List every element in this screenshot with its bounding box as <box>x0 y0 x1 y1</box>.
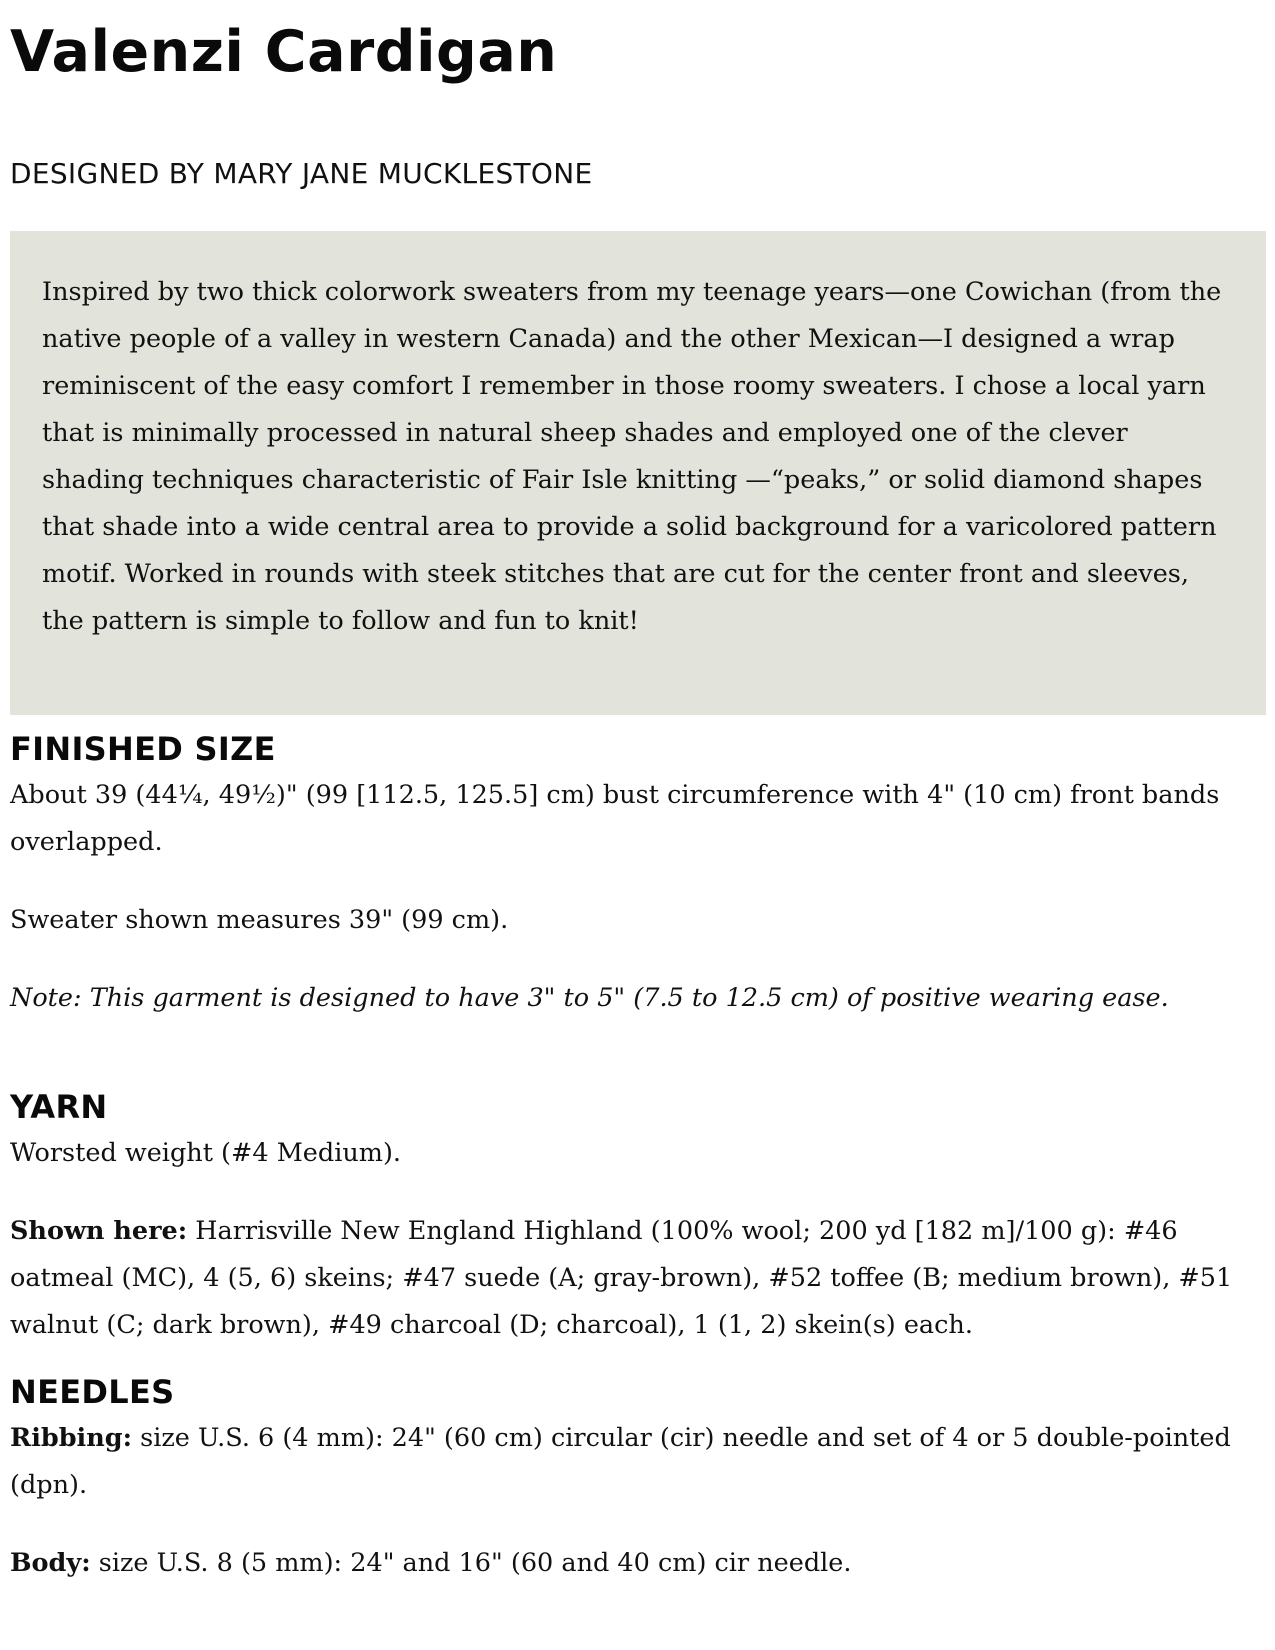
yarn-weight-text: Worsted weight (#4 Medium). <box>10 1138 402 1168</box>
yarn-section <box>10 1084 1266 1349</box>
ribbing-needles <box>10 1415 1266 1509</box>
finished-size-text: About 39 (44¼, 49½)" (99 [112.5, 125.5] cm) bust circumference with 4" (10 cm) front bands overlapped. <box>10 780 1220 857</box>
needles-section <box>10 1369 1266 1587</box>
yarn-shown-text: Harrisville New England Highland (100% wool; 200 yd [182 m]/100 g): #46 oatmeal (MC), 4 (5, 6) skeins; #47 suede (A; gray-brown), #52 toffee (B; medium brown), #51 walnut (C; dark brown), #49 charcoal (D; charcoal), 1 (1, 2) skein(s) each. <box>10 1216 1233 1340</box>
yarn-shown-label: Shown here: <box>10 1216 188 1246</box>
pattern-title: Valenzi Cardigan <box>10 19 558 85</box>
body-label: Body: <box>10 1548 91 1578</box>
finished-size-heading: FINISHED SIZE <box>10 730 276 768</box>
designer-byline: DESIGNED BY MARY JANE MUCKLESTONE <box>10 157 593 190</box>
finished-size-section <box>10 726 1266 1022</box>
sweater-shown-text: Sweater shown measures 39" (99 cm). <box>10 905 509 935</box>
ribbing-text: size U.S. 6 (4 mm): 24" (60 cm) circular (cir) needle and set of 4 or 5 double-pointed (dpn). <box>10 1423 1231 1500</box>
body-text: size U.S. 8 (5 mm): 24" and 16" (60 and 40 cm) cir needle. <box>98 1548 852 1578</box>
body-needles <box>10 1540 1266 1587</box>
yarn-heading: YARN <box>10 1088 108 1126</box>
intro-text: Inspired by two thick colorwork sweaters from my teenage years—one Cowichan (from the native people of a valley in western Canada) and the other Mexican—I designed a wrap reminiscent of the easy comfort I remember in those roomy sweaters. I chose a local yarn that is minimally processed in natural sheep shades and employed one of the clever shading techniques characteristic of Fair Isle knitting —“peaks,” or solid diamond shapes that shade into a wide central area to provide a solid background for a varicolored pattern motif. Worked in rounds with steek stitches that are cut for the center front and sleeves, the pattern is simple to follow and fun to knit! <box>42 277 1222 636</box>
wearing-ease-note: Note: This garment is designed to have 3" to 5" (7.5 to 12.5 cm) of positive wearing ease. <box>10 983 1169 1013</box>
ribbing-label: Ribbing: <box>10 1423 133 1453</box>
intro-box <box>10 231 1266 715</box>
needles-heading: NEEDLES <box>10 1373 175 1411</box>
yarn-shown-here <box>10 1208 1266 1349</box>
